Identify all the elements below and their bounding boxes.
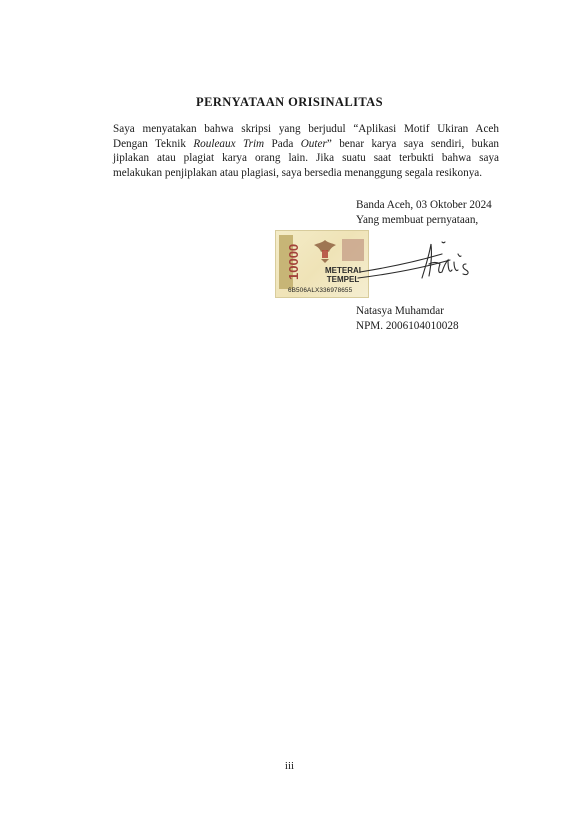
stamp-value: 10000 — [286, 243, 301, 281]
statement-line-2-part-c: ” benar karya saya sendiri, bukan — [326, 137, 500, 150]
stamp-serial: 6B506ALX336978655 — [288, 287, 353, 294]
statement-line-1: Saya menyatakan bahwa skripsi yang berjudul “Aplikasi Motif Ukiran Aceh — [113, 123, 499, 135]
signer-name: Natasya Muhamdar — [356, 305, 444, 317]
place-date: Banda Aceh, 03 Oktober 2024 — [356, 199, 492, 211]
closing-block — [356, 198, 492, 227]
statement-line-4: melakukan penjiplakan atau plagiasi, saya bersedia menanggung segala resikonya. — [113, 166, 483, 179]
page-title: PERNYATAAN ORISINALITAS — [196, 95, 383, 109]
statement-line-2-part-b: Pada — [264, 137, 301, 150]
signer-block — [356, 304, 459, 333]
statement-line-2-part-a: Dengan Teknik — [113, 137, 194, 150]
stamp-label-line-2: TEMPEL — [326, 274, 360, 284]
statement-italic-term-2: Outer — [300, 137, 327, 150]
page-number: iii — [284, 760, 295, 772]
signer-role: Yang membuat pernyataan, — [356, 213, 479, 226]
statement-paragraph — [113, 122, 499, 180]
signature-area — [275, 228, 475, 300]
statement-italic-term-1: Rouleaux Trim — [193, 137, 265, 150]
statement-line-2 — [113, 137, 499, 152]
signer-npm: NPM. 2006104010028 — [356, 319, 459, 332]
handwritten-signature — [330, 228, 480, 298]
statement-line-3: jiplakan atau plagiat karya orang lain. Jika suatu saat terbukti bahwa saya — [113, 152, 499, 165]
stamp-label-line-1: METERAI — [325, 266, 361, 275]
